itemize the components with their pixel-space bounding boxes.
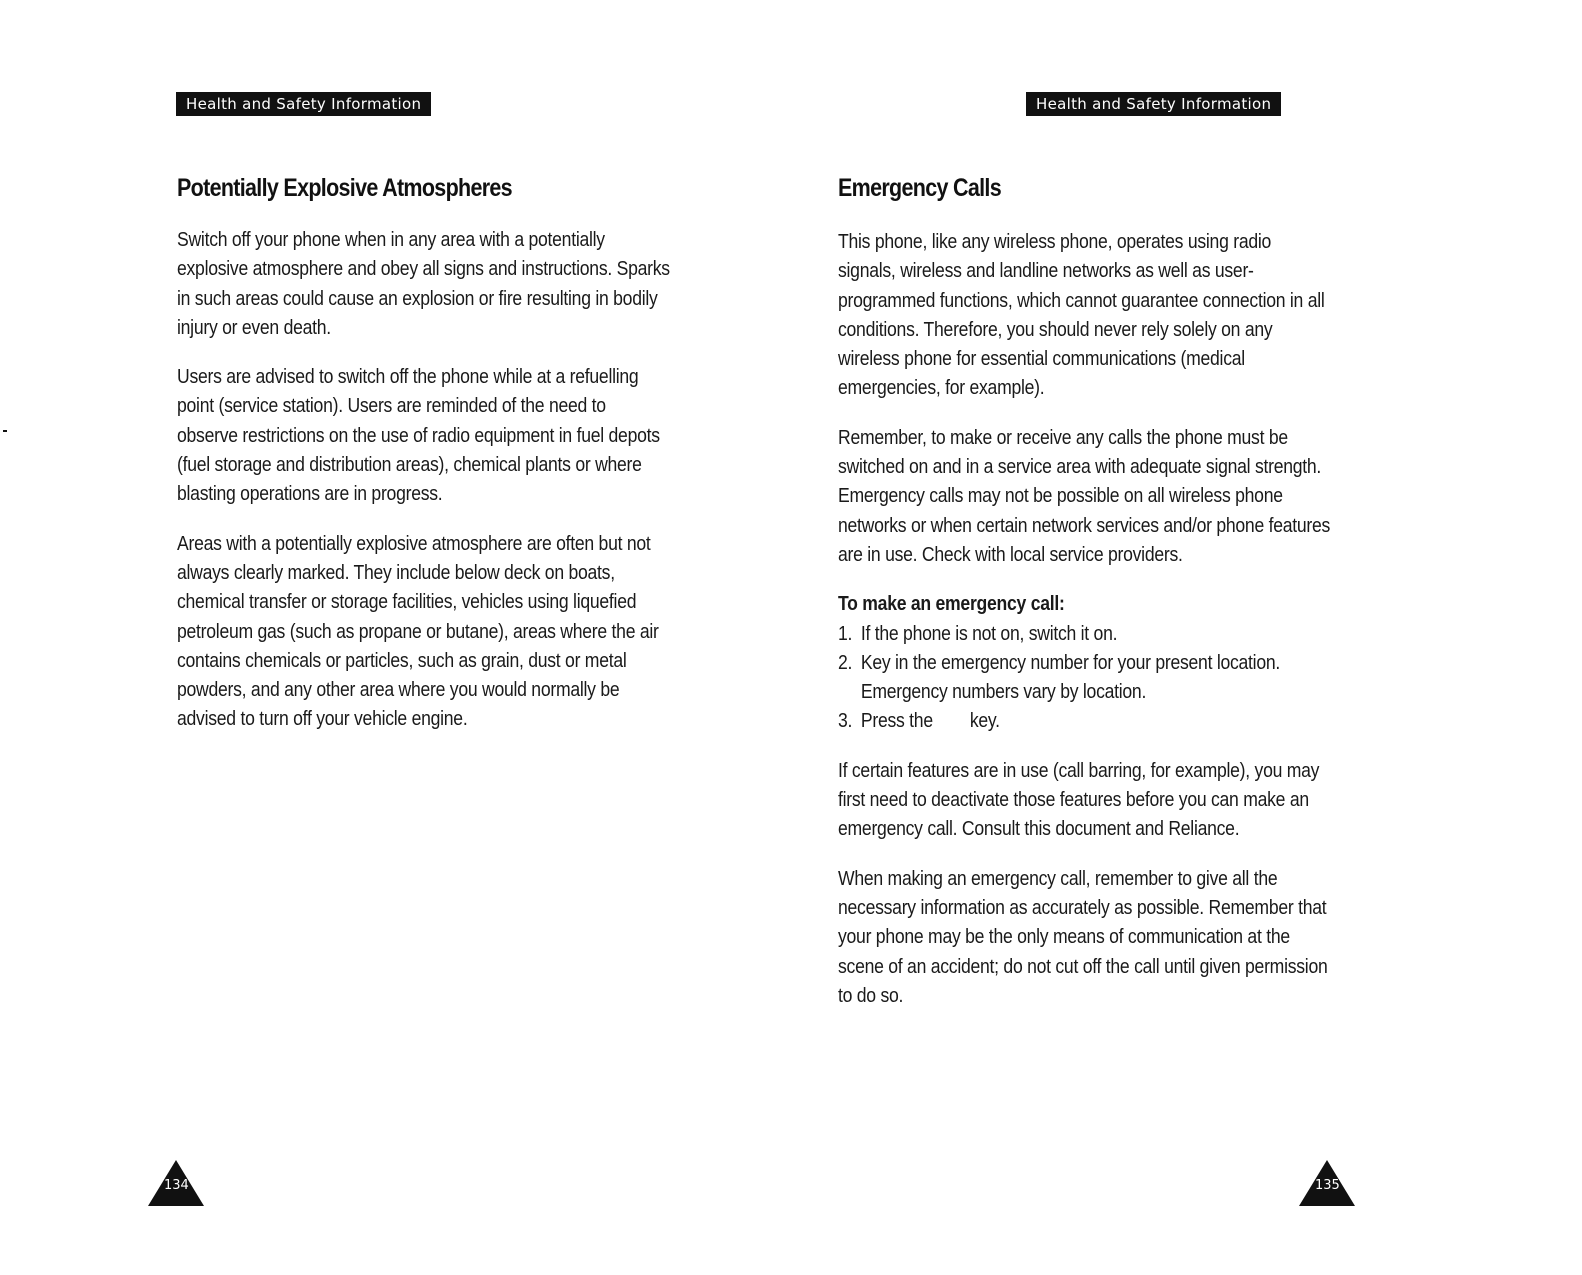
- step-text: If the phone is not on, switch it on.: [860, 622, 1118, 645]
- margin-mark: [3, 430, 7, 432]
- step-number: 3.: [838, 710, 853, 733]
- paragraph: Areas with a potentially explosive atmosphere are often but not always clearly marked. They include below deck on boats, chemical transfer or storage facilities, vehicles using liquefied petroleum gas (such as propane or butane), areas where the air contains chemicals or particles, such as grain, dust or metal powders, and any other area where you would normally be advised to turn off your vehicle engine.: [177, 532, 659, 731]
- steps-heading: To make an emergency call:: [838, 593, 1065, 616]
- paragraph: Remember, to make or receive any calls the phone must be switched on and in a service area with adequate signal strength. Emergency calls may not be possible on all wireless phone networks or when certain network services and/or phone features are in use. Check with local service providers.: [838, 426, 1331, 566]
- step-text-after: key.: [969, 710, 1000, 733]
- paragraph: Switch off your phone when in any area with a potentially explosive atmosphere and obey all signs and instructions. Sparks in such areas could cause an explosion or fire resulting in bodily injury or even death.: [177, 229, 670, 339]
- right-page: [791, 0, 1582, 1275]
- step-item: [838, 707, 1331, 736]
- paragraph: This phone, like any wireless phone, operates using radio signals, wireless and landline networks as well as user-programmed functions, which cannot guarantee connection in all conditions. Therefore, you should never rely solely on any wireless phone for essential communications (medical emergencies, for example).: [838, 231, 1325, 400]
- step-number: 1.: [838, 622, 853, 645]
- body-text: [838, 228, 1338, 1031]
- step-text-before: Press the: [860, 710, 933, 733]
- steps-list: [838, 620, 1331, 737]
- paragraph: If certain features are in use (call barring, for example), you may first need to deactivate those features before you can make an emergency call. Consult this document and Reliance.: [838, 759, 1320, 841]
- step-number: 2.: [838, 651, 853, 674]
- paragraph: Users are advised to switch off the phone while at a refuelling point (service station). Users are reminded of the need to observe restrictions on the use of radio equipment in fuel depots (fuel storage and distribution areas), chemical plants or where blasting operations are in progress.: [177, 366, 660, 506]
- step-text: [861, 707, 1331, 736]
- page-title: Emergency Calls: [838, 174, 1001, 202]
- section-header-tag: Health and Safety Information: [176, 92, 431, 116]
- page-title: Potentially Explosive Atmospheres: [177, 174, 512, 202]
- step-item: [838, 649, 1331, 708]
- body-text: [177, 226, 677, 755]
- page-number: 134: [164, 1178, 189, 1193]
- section-header-tag: Health and Safety Information: [1026, 92, 1281, 116]
- page-number: 135: [1315, 1178, 1340, 1193]
- step-item: [838, 620, 1331, 649]
- step-text: Key in the emergency number for your present location. Emergency numbers vary by location.: [860, 651, 1281, 704]
- paragraph: When making an emergency call, remember to give all the necessary information as accurately as possible. Remember that your phone may be the only means of communication at the scene of an accident; do not cut off the call until given permission to do so.: [838, 867, 1328, 1007]
